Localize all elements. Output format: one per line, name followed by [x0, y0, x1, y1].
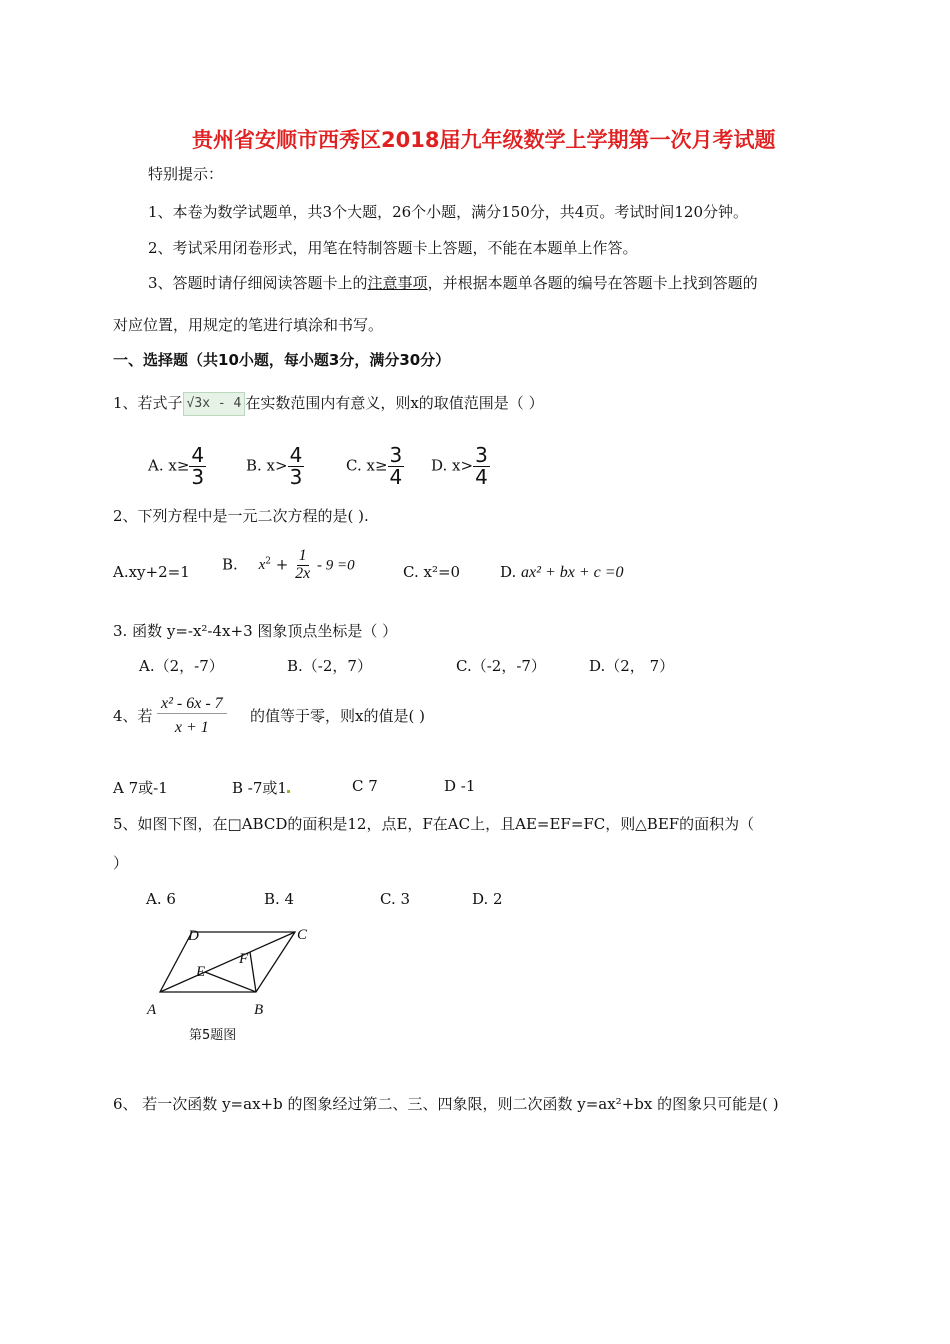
q2-option-a: A.xy+2=1	[113, 563, 190, 581]
q5-option-c: C. 3	[380, 890, 411, 908]
notice-item-3-part-b: ，并根据本题单各题的编号在答题卡上找到答题的	[427, 274, 758, 292]
question-3-stem: 3. 函数 y=-x²-4x+3 图象顶点坐标是（ ）	[113, 622, 398, 640]
section-1-heading: 一、选择题（共10小题，每小题3分，满分30分）	[113, 351, 451, 369]
q1-a-denominator: 3	[191, 465, 205, 489]
label-b: B	[254, 1002, 264, 1018]
question-6-stem: 6、 若一次函数 y=ax+b 的图象经过第二、三、四象限，则二次函数 y=ax²+bx 的图象只可能是( )	[113, 1095, 779, 1113]
q1-option-b	[246, 445, 304, 488]
q2-b-tail: - 9 =0	[316, 557, 355, 574]
q1-option-d-label: D. x>	[431, 456, 474, 475]
notice-item-1: 1、本卷为数学试题单，共3个大题，26个小题，满分150分，共4页。考试时间120分钟。	[148, 203, 748, 221]
q3-option-b: B.（-2，7）	[287, 657, 372, 675]
q2-b-numerator: 1	[298, 547, 307, 564]
q2-option-d-label: D.	[500, 563, 517, 581]
q1-d-denominator: 4	[475, 465, 488, 489]
q2-option-c: C. x²=0	[403, 563, 461, 581]
question-5-stem-end: ）	[113, 854, 129, 872]
parallelogram-figure	[140, 920, 330, 1025]
label-c: C	[297, 927, 308, 943]
notice-item-3-part-a: 3、答题时请仔细阅读答题卡上的	[148, 274, 368, 292]
q1-d-numerator: 3	[475, 443, 488, 467]
notice-item-2: 2、考试采用闭卷形式，用笔在特制答题卡上答题，不能在本题单上作答。	[148, 239, 638, 257]
q1-option-c-label: C. x≥	[346, 456, 388, 475]
q1-sqrt-expression: √3x - 4	[183, 392, 246, 416]
q1-c-numerator: 3	[389, 443, 403, 467]
q2-option-b-label: B.	[222, 555, 238, 574]
figure-5-caption: 第5题图	[189, 1028, 237, 1043]
q3-option-a: A.（2，-7）	[139, 657, 224, 675]
notice-item-3-continued: 对应位置，用规定的笔进行填涂和书写。	[113, 316, 384, 334]
q4-option-a: A 7或-1	[113, 779, 168, 797]
q4-post: 的值等于零，则x的值是( )	[250, 707, 425, 725]
label-d: D	[188, 928, 199, 944]
q1-c-denominator: 4	[389, 465, 403, 489]
q2-b-denominator: 2x	[295, 564, 311, 582]
label-f: F	[239, 951, 249, 967]
q1-post: 在实数范围内有意义，则x的取值范围是（ ）	[245, 394, 544, 412]
q1-pre: 1、若式子	[113, 394, 183, 412]
q4-option-b-text: B -7或1	[232, 779, 287, 797]
notice-heading: 特别提示：	[148, 165, 224, 183]
q4-option-b	[232, 777, 290, 798]
q1-option-c	[346, 445, 404, 488]
segment-be	[205, 972, 256, 992]
q1-b-numerator: 4	[289, 443, 303, 467]
q4-option-d: D -1	[444, 777, 476, 795]
q3-option-d: D.（2， 7）	[589, 657, 675, 675]
q2-option-d	[500, 563, 624, 582]
label-e: E	[196, 964, 206, 980]
label-a: A	[147, 1002, 157, 1018]
q3-option-c: C.（-2，-7）	[456, 657, 546, 675]
q2-option-b: B. $x^2$ + $\frac{1}{2x}$ - 9 =0	[222, 547, 355, 582]
q1-option-a	[148, 445, 206, 488]
question-1-stem	[113, 392, 544, 416]
q2-b-x: x	[258, 557, 266, 574]
q5-option-a: A. 6	[146, 890, 176, 908]
q4-pre: 4、若	[113, 707, 153, 725]
q1-a-numerator: 4	[191, 443, 205, 467]
q4-option-c: C 7	[352, 777, 378, 795]
notice-item-3-underlined: 注意事项	[367, 274, 428, 292]
q1-option-d	[431, 445, 490, 488]
green-dot-mark	[287, 790, 290, 793]
q1-b-denominator: 3	[289, 465, 303, 489]
question-5-stem: 5、如图下图，在□ABCD的面积是12，点E，F在AC上，且AE=EF=FC，则△BEF的面积为（	[113, 815, 755, 833]
q4-fraction	[157, 696, 227, 737]
q1-option-b-label: B. x>	[246, 456, 288, 475]
q4-denominator: x + 1	[174, 718, 209, 736]
q5-option-b: B. 4	[264, 890, 295, 908]
q4-numerator: x² - 6x - 7	[157, 696, 227, 714]
page-title: 贵州省安顺市西秀区2018届九年级数学上学期第一次月考试题	[192, 128, 776, 152]
q5-option-d: D. 2	[472, 890, 503, 908]
notice-item-3	[148, 272, 758, 293]
q2-d-expression: ax² + bx + c =0	[521, 564, 624, 581]
segment-bf	[250, 952, 256, 992]
q1-option-a-label: A. x≥	[148, 456, 190, 475]
question-2-stem: 2、下列方程中是一元二次方程的是( ).	[113, 507, 369, 525]
